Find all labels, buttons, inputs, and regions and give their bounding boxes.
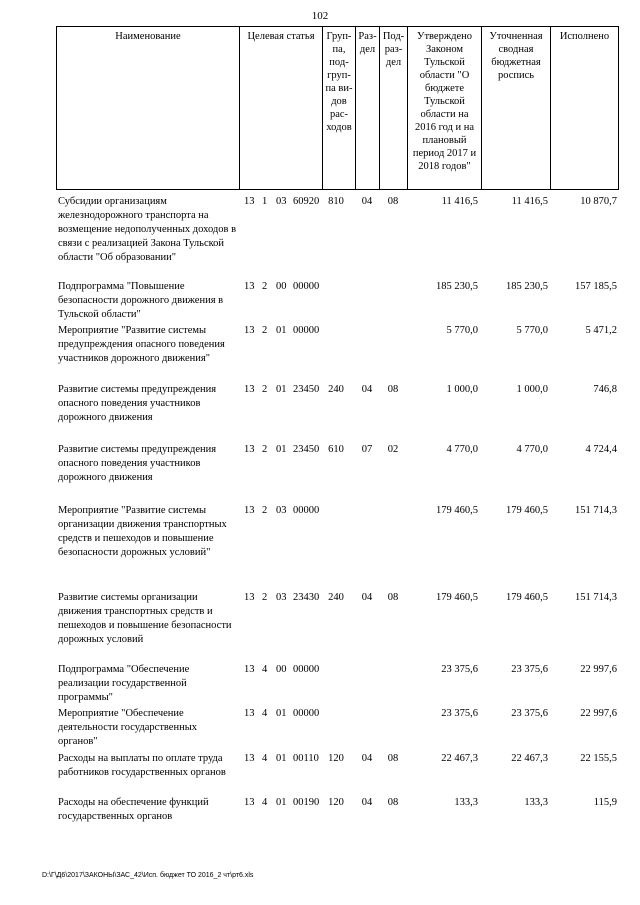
row-executed: 151 714,3 bbox=[575, 505, 617, 516]
row-target-subprogram: 2 bbox=[262, 505, 268, 516]
row-name: Развитие системы предупреждения опасного поведения участников дорожного движения bbox=[58, 444, 217, 483]
row-executed: 10 870,7 bbox=[580, 196, 617, 207]
row-target-activity: 03 bbox=[276, 505, 287, 516]
row-approved: 179 460,5 bbox=[436, 592, 478, 603]
row-target-direction: 23450 bbox=[293, 444, 320, 455]
header-executed-label: Исполнено bbox=[559, 31, 610, 42]
row-executed: 22 155,5 bbox=[580, 753, 617, 764]
row-approved: 185 230,5 bbox=[436, 281, 478, 292]
row-executed: 22 997,6 bbox=[580, 664, 617, 675]
row-section: 04 bbox=[361, 797, 373, 808]
row-target-program: 13 bbox=[244, 664, 255, 675]
row-executed: 5 471,2 bbox=[585, 325, 617, 336]
row-target-subprogram: 2 bbox=[262, 592, 268, 603]
row-name: Мероприятие "Обеспечение деятельности государственных органов" bbox=[58, 708, 198, 747]
row-approved: 5 770,0 bbox=[446, 325, 478, 336]
row-target-direction: 00000 bbox=[293, 325, 320, 336]
row-refined: 4 770,0 bbox=[516, 444, 548, 455]
row-section: 04 bbox=[361, 384, 373, 395]
header-approved bbox=[407, 26, 481, 190]
row-name: Развитие системы организации движения транспортных средств и пешеходов и повышение безопасности дорожных условий bbox=[58, 592, 232, 645]
row-target-activity: 01 bbox=[276, 753, 287, 764]
row-target-direction: 00110 bbox=[293, 753, 319, 764]
row-group: 240 bbox=[328, 384, 344, 395]
row-target-activity: 01 bbox=[276, 444, 287, 455]
header-subsection-label: Под- раз- дел bbox=[382, 31, 405, 68]
header-approved-label: Утверждено Законом Тульской области "О бюджете Тульской области на 2016 год и на плановый период 2017 и 2018 годов" bbox=[412, 31, 477, 172]
row-approved: 179 460,5 bbox=[436, 505, 478, 516]
row-refined: 5 770,0 bbox=[516, 325, 548, 336]
row-name: Развитие системы предупреждения опасного поведения участников дорожного движения bbox=[58, 384, 217, 423]
header-refined bbox=[481, 26, 550, 190]
row-name: Субсидии организациям железнодорожного транспорта на возмещение недополученных доходов в связи с реализацией Закона Тульской области "Об образовании" bbox=[58, 196, 237, 263]
row-refined: 11 416,5 bbox=[511, 196, 548, 207]
row-target-subprogram: 1 bbox=[262, 196, 268, 207]
row-refined: 22 467,3 bbox=[511, 753, 548, 764]
page-number: 102 bbox=[311, 10, 329, 22]
row-target-activity: 00 bbox=[276, 281, 287, 292]
row-target-direction: 60920 bbox=[293, 196, 320, 207]
row-group: 120 bbox=[328, 753, 344, 764]
row-target-program: 13 bbox=[244, 384, 255, 395]
row-name: Расходы на выплаты по оплате труда работников государственных органов bbox=[58, 753, 226, 778]
row-name: Расходы на обеспечение функций государственных органов bbox=[58, 797, 209, 822]
row-refined: 179 460,5 bbox=[506, 592, 548, 603]
row-executed: 151 714,3 bbox=[575, 592, 617, 603]
row-target-direction: 23430 bbox=[293, 592, 320, 603]
row-target-subprogram: 4 bbox=[262, 753, 268, 764]
row-name: Мероприятие "Развитие системы предупреждения опасного поведения участников дорожного движения" bbox=[58, 325, 225, 364]
header-refined-label: Уточненная сводная бюджетная роспись bbox=[489, 31, 543, 81]
row-subsection: 08 bbox=[387, 797, 399, 808]
row-subsection: 02 bbox=[387, 444, 399, 455]
row-target-activity: 01 bbox=[276, 797, 287, 808]
row-executed: 115,9 bbox=[593, 797, 617, 808]
row-group: 810 bbox=[328, 196, 344, 207]
row-subsection: 08 bbox=[387, 384, 399, 395]
row-subsection: 08 bbox=[387, 753, 399, 764]
row-refined: 1 000,0 bbox=[516, 384, 548, 395]
row-target-subprogram: 2 bbox=[262, 444, 268, 455]
row-target-activity: 01 bbox=[276, 384, 287, 395]
row-approved: 23 375,6 bbox=[441, 664, 478, 675]
header-name bbox=[56, 26, 239, 190]
row-name: Подпрограмма "Повышение безопасности дорожного движения в Тульской области" bbox=[58, 281, 224, 320]
row-target-activity: 01 bbox=[276, 708, 287, 719]
row-target-activity: 03 bbox=[276, 196, 287, 207]
row-target-subprogram: 4 bbox=[262, 797, 268, 808]
row-target-subprogram: 2 bbox=[262, 325, 268, 336]
header-target bbox=[239, 26, 322, 190]
header-group bbox=[322, 26, 355, 190]
row-refined: 185 230,5 bbox=[506, 281, 548, 292]
row-section: 04 bbox=[361, 592, 373, 603]
row-group: 120 bbox=[328, 797, 344, 808]
row-target-subprogram: 4 bbox=[262, 708, 268, 719]
row-target-activity: 01 bbox=[276, 325, 287, 336]
row-refined: 133,3 bbox=[524, 797, 548, 808]
row-target-direction: 00190 bbox=[293, 797, 320, 808]
row-executed: 746,8 bbox=[593, 384, 617, 395]
row-target-program: 13 bbox=[244, 708, 255, 719]
row-target-activity: 03 bbox=[276, 592, 287, 603]
header-section-label: Раз- дел bbox=[358, 31, 377, 55]
row-target-program: 13 bbox=[244, 444, 255, 455]
header-name-label: Наименование bbox=[115, 31, 181, 42]
row-approved: 23 375,6 bbox=[441, 708, 478, 719]
row-section: 04 bbox=[361, 196, 373, 207]
row-executed: 22 997,6 bbox=[580, 708, 617, 719]
row-target-direction: 23450 bbox=[293, 384, 320, 395]
row-subsection: 08 bbox=[387, 196, 399, 207]
row-target-program: 13 bbox=[244, 505, 255, 516]
row-target-program: 13 bbox=[244, 753, 255, 764]
row-target-program: 13 bbox=[244, 592, 255, 603]
header-section bbox=[355, 26, 379, 190]
header-subsection bbox=[379, 26, 407, 190]
row-section: 04 bbox=[361, 753, 373, 764]
row-target-subprogram: 2 bbox=[262, 384, 268, 395]
row-name: Подпрограмма "Обеспечение реализации государственной программы" bbox=[58, 664, 190, 703]
row-approved: 22 467,3 bbox=[441, 753, 478, 764]
row-name: Мероприятие "Развитие системы организации движения транспортных средств и пешеходов и повышение безопасности дорожных условий" bbox=[58, 505, 227, 558]
row-target-direction: 00000 bbox=[293, 505, 320, 516]
row-approved: 4 770,0 bbox=[446, 444, 478, 455]
row-refined: 23 375,6 bbox=[511, 664, 548, 675]
row-executed: 4 724,4 bbox=[585, 444, 617, 455]
row-refined: 23 375,6 bbox=[511, 708, 548, 719]
row-approved: 133,3 bbox=[454, 797, 478, 808]
row-target-program: 13 bbox=[244, 281, 255, 292]
row-target-program: 13 bbox=[244, 325, 255, 336]
row-target-direction: 00000 bbox=[293, 664, 320, 675]
row-target-direction: 00000 bbox=[293, 708, 320, 719]
header-target-label: Целевая статья bbox=[247, 31, 315, 42]
row-section: 07 bbox=[361, 444, 373, 455]
row-target-direction: 00000 bbox=[293, 281, 320, 292]
row-approved: 1 000,0 bbox=[446, 384, 478, 395]
header-group-label: Груп- па, под- груп- па ви- дов рас- ходов bbox=[325, 31, 353, 133]
row-target-program: 13 bbox=[244, 797, 255, 808]
row-group: 610 bbox=[328, 444, 344, 455]
row-target-activity: 00 bbox=[276, 664, 287, 675]
row-group: 240 bbox=[328, 592, 344, 603]
header-executed bbox=[550, 26, 619, 190]
row-target-subprogram: 2 bbox=[262, 281, 268, 292]
row-target-program: 13 bbox=[244, 196, 255, 207]
row-approved: 11 416,5 bbox=[441, 196, 478, 207]
row-executed: 157 185,5 bbox=[575, 281, 617, 292]
file-path-footer: D:\Г\Д6\2017\ЗАКОНЫ\ЗАС_42\Исп. бюджет ТО 2016_2 чт\рт6.xls bbox=[42, 872, 254, 879]
row-refined: 179 460,5 bbox=[506, 505, 548, 516]
row-target-subprogram: 4 bbox=[262, 664, 268, 675]
row-subsection: 08 bbox=[387, 592, 399, 603]
